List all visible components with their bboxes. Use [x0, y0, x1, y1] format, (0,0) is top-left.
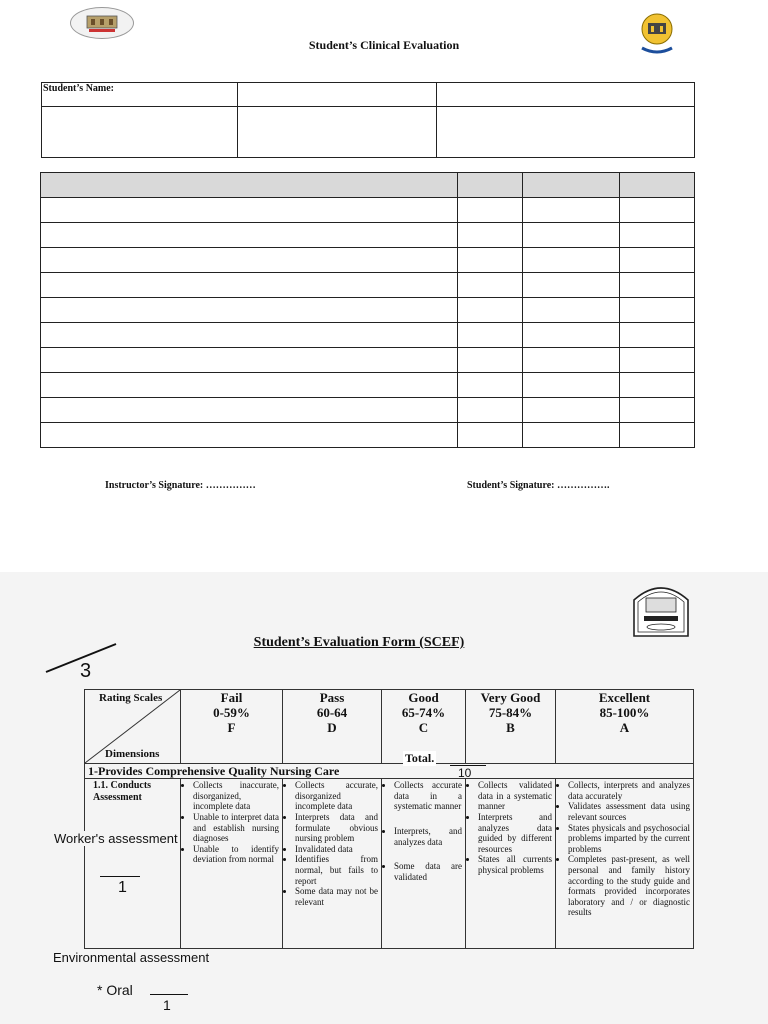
student-info-cell[interactable]: [238, 83, 437, 107]
grid-cell[interactable]: [458, 223, 523, 248]
grid-cell[interactable]: [41, 248, 458, 273]
oral-fraction-line: [150, 994, 188, 995]
university-logo-left: [70, 7, 134, 39]
grid-cell[interactable]: [458, 273, 523, 298]
grid-cell[interactable]: [620, 423, 695, 448]
criterion: • Interprets and analyzes data guided by different resources: [478, 812, 552, 854]
grid-cell[interactable]: [41, 423, 458, 448]
criteria-good: [382, 779, 466, 949]
grid-row: [41, 423, 695, 448]
form-title: Student’s Evaluation Form (SCEF): [253, 635, 465, 650]
grid-cell[interactable]: [41, 323, 458, 348]
grid-row: [41, 248, 695, 273]
grid-cell[interactable]: [523, 298, 620, 323]
grid-cell[interactable]: [458, 423, 523, 448]
criterion: • Identifies from normal, but fails to report: [295, 854, 378, 886]
grid-cell: [41, 173, 458, 198]
criterion: • Collects accurate data in a systematic manner: [394, 780, 462, 812]
grid-cell: [458, 173, 523, 198]
criteria-very-good: [466, 779, 556, 949]
grid-cell[interactable]: [41, 373, 458, 398]
grid-cell[interactable]: [523, 398, 620, 423]
criterion: • Unable to identify deviation from normal: [193, 844, 279, 865]
grid-cell[interactable]: [523, 223, 620, 248]
handwritten-score-top: 3: [80, 660, 92, 682]
grid-cell[interactable]: [458, 248, 523, 273]
rating-scales-label: Rating Scales: [99, 692, 163, 704]
grid-cell[interactable]: [41, 298, 458, 323]
grid-cell[interactable]: [458, 398, 523, 423]
grid-row: [41, 398, 695, 423]
grid-cell[interactable]: [458, 298, 523, 323]
grid-cell[interactable]: [620, 348, 695, 373]
grid-cell[interactable]: [458, 323, 523, 348]
grid-header-row: [41, 173, 695, 198]
grid-cell[interactable]: [620, 223, 695, 248]
scale-very-good: Very Good 75-84% B: [466, 690, 556, 764]
item-name: Conducts Assessment: [93, 780, 152, 803]
grid-cell[interactable]: [523, 323, 620, 348]
student-info-cell[interactable]: [437, 83, 695, 107]
grid-row: [41, 298, 695, 323]
section-title: 1-Provides Comprehensive Quality Nursing Care: [85, 764, 694, 779]
handwritten-oral-label: * Oral: [97, 982, 133, 998]
handwritten-oral-score: 1: [163, 997, 171, 1013]
criterion: • Collects accurate, disorganized incomplete data: [295, 780, 378, 812]
item-heading: [93, 780, 177, 804]
scale-excellent: Excellent 85-100% A: [556, 690, 694, 764]
grid-row: [41, 223, 695, 248]
grid-cell[interactable]: [620, 298, 695, 323]
criterion: • Invalidated data: [295, 844, 378, 855]
criteria-fail: [181, 779, 283, 949]
grid-cell[interactable]: [620, 323, 695, 348]
scale-pass: Pass 60-64 D: [283, 690, 382, 764]
grid-row: [41, 348, 695, 373]
rubric-header-row: [85, 690, 694, 764]
criterion: • Some data are validated: [394, 861, 462, 882]
grid-cell[interactable]: [523, 423, 620, 448]
grid-row: [41, 273, 695, 298]
criterion: • Interprets, and analyzes data: [394, 826, 462, 847]
scale-fail: Fail 0-59% F: [181, 690, 283, 764]
grid-cell[interactable]: [458, 348, 523, 373]
criteria-row: [85, 779, 694, 949]
dimensions-label: Dimensions: [105, 748, 160, 761]
student-name-label: Student’s Name:: [42, 83, 238, 107]
criteria-pass: [283, 779, 382, 949]
criterion: • Interprets data and formulate obvious nursing problem: [295, 812, 378, 844]
grid-cell[interactable]: [41, 398, 458, 423]
grid-cell[interactable]: [458, 198, 523, 223]
grid-row: [41, 323, 695, 348]
student-info-table: [41, 82, 695, 158]
grid-cell: [620, 173, 695, 198]
handwritten-total-label: Total.: [405, 751, 435, 765]
student-info-cell[interactable]: [42, 107, 238, 158]
section-row: [85, 764, 694, 779]
item-cell: [85, 779, 181, 949]
crest-icon: [71, 8, 133, 38]
handwritten-workers-score: 1: [118, 879, 127, 896]
criteria-excellent: [556, 779, 694, 949]
grid-cell[interactable]: [41, 273, 458, 298]
rating-dimensions-cell: [85, 690, 181, 764]
page-title: Student’s Clinical Evaluation: [308, 38, 460, 52]
grid-cell[interactable]: [620, 373, 695, 398]
student-signature: Student’s Signature: …………….: [467, 480, 610, 491]
seal-icon: [630, 582, 692, 640]
criterion: • Unable to interpret data and establish nursing diagnoses: [193, 812, 279, 844]
criterion: • Collects inaccurate, disorganized, incomplete data: [193, 780, 279, 812]
rubric-table: [84, 689, 694, 949]
grid-cell[interactable]: [41, 223, 458, 248]
grid-cell[interactable]: [523, 373, 620, 398]
handwritten-environmental-assessment: Environmental assessment: [53, 950, 210, 965]
grid-cell[interactable]: [458, 373, 523, 398]
evaluation-grid: [40, 172, 695, 448]
grid-cell: [523, 173, 620, 198]
criterion: • Collects validated data in a systematic manner: [478, 780, 552, 812]
criterion: • Collects, interprets and analyzes data accurately: [568, 780, 690, 801]
criterion: • Some data may not be relevant: [295, 886, 378, 907]
handwritten-total-value: 10: [458, 766, 472, 780]
grid-cell[interactable]: [41, 198, 458, 223]
grid-cell[interactable]: [620, 273, 695, 298]
criterion: • Completes past-present, as well personal and family history according to the study guide and formats provided incorporates laboratory and / or diagnostic results: [568, 854, 690, 918]
scale-good: Good 65-74% C: [382, 690, 466, 764]
grid-cell[interactable]: [523, 248, 620, 273]
student-info-cell[interactable]: [238, 107, 437, 158]
student-info-cell[interactable]: [437, 107, 695, 158]
grid-row: [41, 198, 695, 223]
item-number: 1.1.: [93, 780, 108, 792]
grid-cell[interactable]: [41, 348, 458, 373]
criterion: • States all currents physical problems: [478, 854, 552, 875]
grid-cell[interactable]: [620, 398, 695, 423]
handwritten-workers-assessment: Worker's assessment: [54, 831, 178, 846]
grid-cell[interactable]: [620, 248, 695, 273]
grid-cell[interactable]: [620, 198, 695, 223]
grid-cell[interactable]: [523, 198, 620, 223]
criterion: • States physicals and psychosocial problems imparted by the current problems: [568, 823, 690, 855]
criterion: • Validates assessment data using relevant sources: [568, 801, 690, 822]
workers-fraction-line: [100, 876, 140, 877]
grid-cell[interactable]: [523, 273, 620, 298]
grid-cell[interactable]: [523, 348, 620, 373]
grid-row: [41, 373, 695, 398]
university-seal: [630, 582, 692, 640]
instructor-signature: Instructor’s Signature: ……………: [105, 480, 256, 491]
